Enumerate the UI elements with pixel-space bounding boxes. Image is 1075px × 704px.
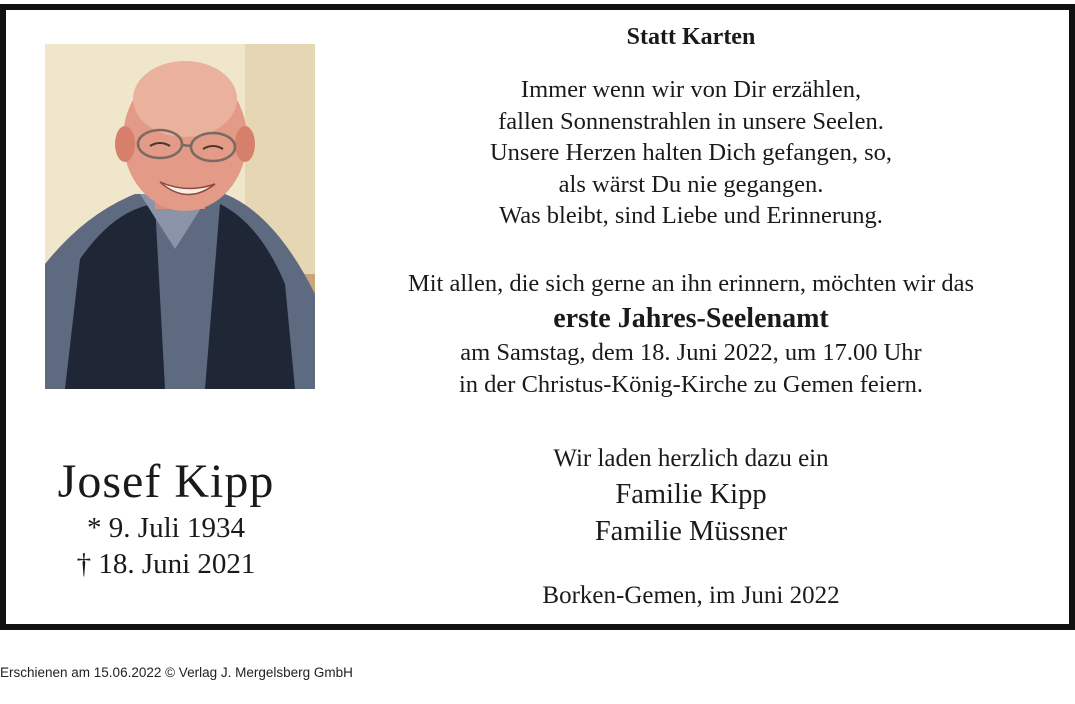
invitation-intro: Mit allen, die sich gerne an ihn erinnern, möchten wir das — [407, 270, 975, 297]
publication-footer: Erschienen am 15.06.2022 © Verlag J. Mergelsberg GmbH — [0, 665, 353, 680]
poem — [346, 74, 1036, 232]
event-date: am Samstag, dem 18. Juni 2022, um 17.00 Uhr — [460, 339, 922, 366]
family-name: Familie Müssner — [594, 516, 788, 547]
poem-line: Unsere Herzen halten Dich gefangen, so, — [489, 139, 893, 166]
hosts — [346, 442, 1036, 550]
poem-line: als wärst Du nie gegangen. — [558, 170, 824, 198]
headline: Statt Karten — [626, 24, 756, 50]
hosts-intro: Wir laden herzlich dazu ein — [553, 445, 829, 472]
poem-line: Was bleibt, sind Liebe und Erinnerung. — [499, 202, 883, 229]
poem-line: fallen Sonnenstrahlen in unsere Seelen. — [498, 107, 884, 135]
event-title: erste Jahres-Seelenamt — [553, 303, 829, 334]
family-name: Familie Kipp — [615, 479, 767, 510]
poem-line: Immer wenn wir von Dir erzählen, — [520, 76, 862, 103]
deceased-name: Josef Kipp — [57, 455, 275, 508]
obituary-notice — [0, 4, 1075, 630]
invitation — [346, 267, 1036, 401]
portrait-image — [45, 44, 315, 389]
deceased-info — [26, 454, 306, 582]
place-date: Borken-Gemen, im Juni 2022 — [542, 582, 840, 609]
event-location: in der Christus-König-Kirche zu Gemen feiern. — [459, 371, 923, 398]
birth-date: * 9. Juli 1934 — [87, 512, 245, 544]
portrait-photo — [45, 44, 315, 389]
death-date: † 18. Juni 2021 — [76, 548, 256, 580]
